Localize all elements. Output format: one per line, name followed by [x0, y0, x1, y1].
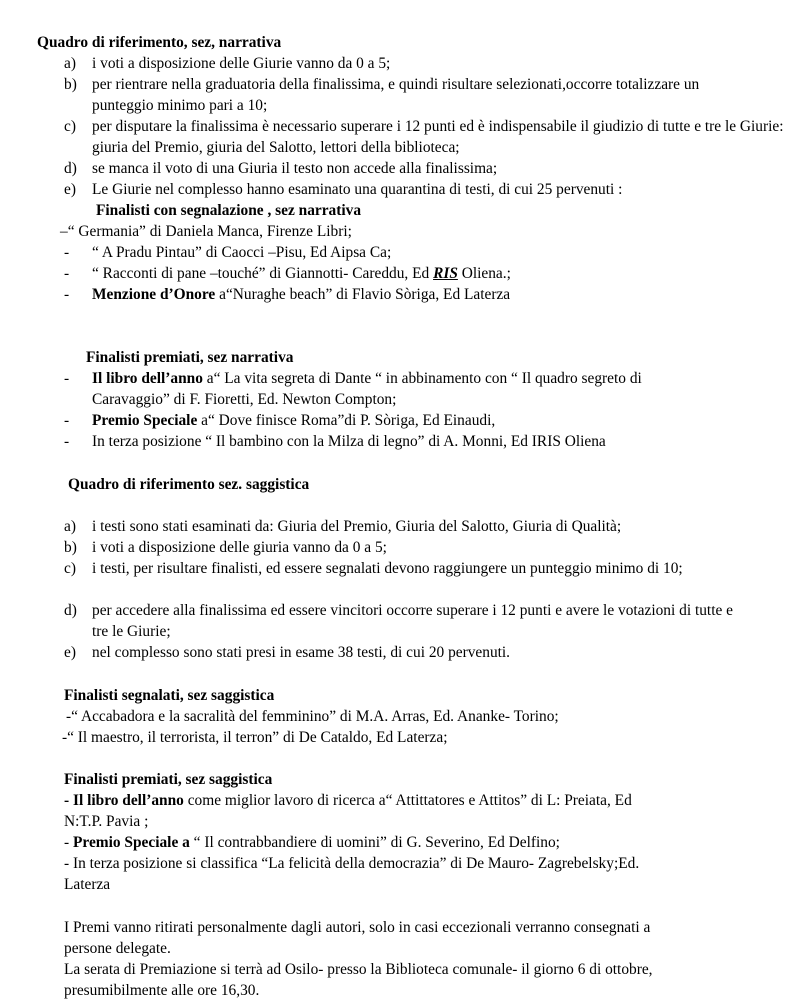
closing-text: persone delegate. — [64, 940, 171, 957]
winner-entry: - In terza posizione si classifica “La felicità della democrazia” di De Mauro- Zagrebelsky;Ed. — [64, 855, 640, 872]
narrative-finalists-heading: Finalisti con segnalazione , sez narrativa — [96, 202, 362, 219]
entry-text: “ Racconti di pane –touché” di Giannotti- Careddu, Ed RIS Oliena.; — [92, 265, 511, 282]
entry-continuation: Laterza — [64, 876, 111, 893]
closing-text: La serata di Premiazione si terrà ad Osilo- presso la Biblioteca comunale- il giorno 6 di ottobre, — [64, 961, 653, 978]
closing-text: I Premi vanno ritirati personalmente dagli autori, solo in casi eccezionali verranno consegnati a — [64, 919, 651, 936]
list-text: i voti a disposizione delle giuria vanno da 0 a 5; — [92, 539, 387, 556]
closing-text: presumibilmente alle ore 16,30. — [64, 982, 260, 999]
dash-marker: - — [64, 412, 70, 429]
list-text: per accedere alla finalissima ed essere vincitori occorre superare i 12 punti e avere le votazioni di tutte e tre le Giurie; — [92, 602, 733, 640]
list-marker: e) — [64, 644, 76, 661]
finalist-entry: –“ Germania” di Daniela Manca, Firenze Libri; — [60, 223, 352, 240]
list-marker: d) — [64, 602, 77, 619]
list-text: i testi, per risultare finalisti, ed essere segnalati devono raggiungere un punteggio minimo di 10; — [92, 560, 683, 577]
publisher-ris: RIS — [433, 265, 458, 282]
winner-entry: - Il libro dell’anno come miglior lavoro di ricerca a“ Attittatores e Attitos” di L: Preiata, Ed — [64, 792, 632, 809]
essay-reference-heading: Quadro di riferimento sez. saggistica — [68, 476, 310, 493]
list-text: se manca il voto di una Giuria il testo non accede alla finalissima; — [92, 160, 498, 177]
entry-text: In terza posizione “ Il bambino con la Milza di legno” di A. Monni, Ed IRIS Oliena — [92, 433, 606, 450]
list-text: per disputare la finalissima è necessario superare i 12 punti ed è indispensabile il giudizio di tutte e tre le Giurie: giuria del Premio, giuria del Salotto, lettori della biblioteca; — [92, 118, 784, 156]
list-marker: b) — [64, 539, 77, 556]
dash-marker: - — [64, 286, 70, 303]
entry-continuation: Caravaggio” di F. Fioretti, Ed. Newton Compton; — [92, 391, 397, 408]
finalist-entry: -“ Il maestro, il terrorista, il terron” di De Cataldo, Ed Laterza; — [62, 729, 448, 746]
dash-marker: - — [64, 433, 70, 450]
list-text: Le Giurie nel complesso hanno esaminato una quarantina di testi, di cui 25 pervenuti : — [92, 181, 623, 198]
list-marker: e) — [64, 181, 76, 198]
list-marker: c) — [64, 118, 76, 135]
entry-text: Il libro dell’anno a“ La vita segreta di Dante “ in abbinamento con “ Il quadro segreto di — [92, 370, 642, 387]
list-marker: a) — [64, 55, 76, 72]
essay-winners-heading: Finalisti premiati, sez saggistica — [64, 771, 273, 788]
winner-entry: - Premio Speciale a “ Il contrabbandiere di uomini” di G. Severino, Ed Delfino; — [64, 834, 560, 851]
list-marker: c) — [64, 560, 76, 577]
list-text: i voti a disposizione delle Giurie vanno da 0 a 5; — [92, 55, 391, 72]
entry-text: “ A Pradu Pintau” di Caocci –Pisu, Ed Aipsa Ca; — [92, 244, 392, 261]
list-marker: a) — [64, 518, 76, 535]
narrative-reference-heading: Quadro di riferimento, sez, narrativa — [37, 34, 282, 51]
finalist-entry: -“ Accabadora e la sacralità del femminino” di M.A. Arras, Ed. Ananke- Torino; — [66, 708, 559, 725]
entry-text: Menzione d’Onore a“Nuraghe beach” di Flavio Sòriga, Ed Laterza — [92, 286, 511, 303]
dash-marker: - — [64, 244, 70, 261]
list-text: nel complesso sono stati presi in esame 38 testi, di cui 20 pervenuti. — [92, 644, 511, 661]
entry-continuation: N:T.P. Pavia ; — [64, 813, 149, 830]
narrative-winners-heading: Finalisti premiati, sez narrativa — [86, 349, 294, 366]
dash-marker: - — [64, 265, 70, 282]
entry-text: Premio Speciale a“ Dove finisce Roma”di P. Sòriga, Ed Einaudi, — [92, 412, 496, 429]
list-text: per rientrare nella graduatoria della finalissima, e quindi risultare selezionati,occorre totalizzare un punteggio minimo pari a 10; — [92, 76, 700, 114]
essay-finalists-heading: Finalisti segnalati, sez saggistica — [64, 687, 275, 704]
dash-marker: - — [64, 370, 70, 387]
list-marker: b) — [64, 76, 77, 93]
list-marker: d) — [64, 160, 77, 177]
list-text: i testi sono stati esaminati da: Giuria del Premio, Giuria del Salotto, Giuria di Qualità; — [92, 518, 622, 535]
